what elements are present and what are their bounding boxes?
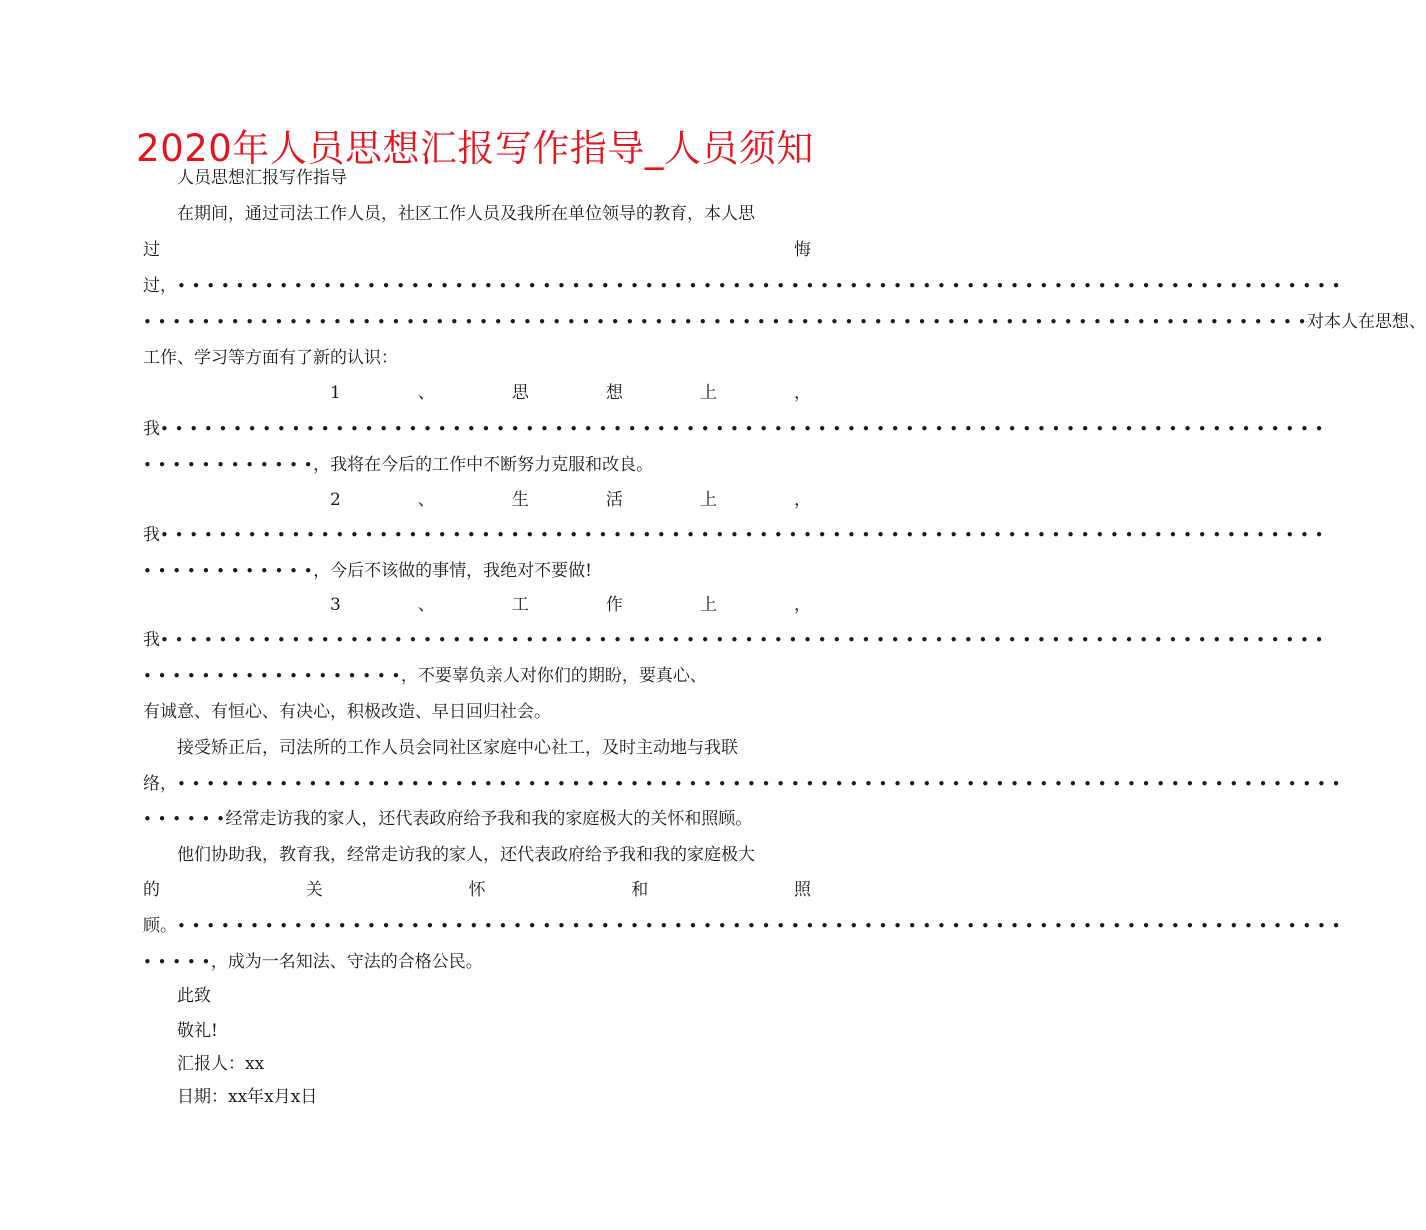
line-lead-text: 过， [143, 276, 177, 296]
closing-regards: 敬礼! [177, 1021, 218, 1041]
spread-char: 作 [605, 595, 623, 615]
line-tail-text: 经常走访我的家人，还代表政府给予我和我的家庭极大的关怀和照顾。 [225, 809, 753, 829]
closing-salutation: 此致 [177, 986, 211, 1006]
spread-char: 和 [631, 880, 649, 900]
line-lead-text: 我 [143, 630, 160, 650]
p1-line-1: 在期间，通过司法工作人员，社区工作人员及我所在单位领导的教育，本人思 [177, 204, 755, 224]
spread-char: ， [793, 383, 811, 403]
item-3-line-4: 有诚意、有恒心、有决心，积极改造、早日回归社会。 [143, 702, 551, 722]
line-tail-text: ，不要辜负亲人对你们的期盼，要真心、 [400, 666, 707, 686]
line-lead-text: 顾。 [143, 916, 177, 936]
p2-line-3 [143, 806, 833, 832]
p1-line-4 [143, 309, 1426, 335]
p3-line-4 [143, 949, 811, 975]
p1-line-5: 工作、学习等方面有了新的认识： [143, 348, 398, 368]
ellipsis-dots: • • • • • • • • • • • • • • • • • • • • • • • • • • • • • • • • • • • • • • • • • • • • • • • • • • • • • • • • • • • • • • • • • • • • • • • • • • • • • • • • [177, 277, 1341, 295]
p3-line-3 [143, 913, 1341, 939]
item-2-line-2 [143, 522, 1324, 548]
spread-char: ， [793, 595, 811, 615]
p3-line-2 [143, 877, 811, 903]
item-1-line-2 [143, 416, 1324, 442]
ellipsis-dots: • • • • • • • • • • • • • • • • • • • • • • • • • • • • • • • • • • • • • • • • • • • • • • • • • • • • • • • • • • • • • • • • • • • • • • • • • • • • • • • • [160, 526, 1324, 544]
spread-char: 、 [417, 383, 435, 403]
document-title: 2020年人员思想汇报写作指导_人员须知 [136, 127, 814, 170]
spread-char: 、 [417, 595, 435, 615]
ellipsis-dots: • • • • • • • • • • • • • • • • • • • • • • • • • • • • • • • • • • • • • • • • • • • • • • • • • • • • • • • • • • • • • • • • • • • • • • • • • • • • • • • • [160, 420, 1324, 438]
spread-char: 2 [330, 490, 341, 510]
ellipsis-dots: • • • • • • • • • • • • • • • • • • [143, 667, 401, 685]
subtitle: 人员思想汇报写作指导 [177, 168, 347, 188]
reporter-line: 汇报人：xx [177, 1054, 265, 1074]
spread-char: 1 [330, 383, 341, 403]
spread-char: ， [793, 490, 811, 510]
item-3-heading [143, 592, 811, 618]
date-line: 日期：xx年x月x日 [177, 1087, 318, 1107]
spread-char: 过 [143, 240, 160, 260]
line-lead-text: 络， [143, 774, 177, 794]
spread-char: 思 [511, 383, 529, 403]
spread-char: 照 [794, 880, 811, 900]
spread-char: 、 [417, 490, 435, 510]
spread-char: 怀 [468, 880, 486, 900]
p1-line-3 [143, 273, 1341, 299]
item-2-heading [143, 487, 811, 513]
item-3-line-3 [143, 663, 811, 689]
line-lead-text: 我 [143, 419, 160, 439]
spread-char: 活 [605, 490, 623, 510]
line-tail-text: 对本人在思想、 [1307, 312, 1426, 332]
item-1-line-3 [143, 452, 811, 478]
spread-char: 上 [699, 383, 717, 403]
ellipsis-dots: • • • • • • • • • • • • [143, 456, 314, 474]
spread-char: 生 [511, 490, 529, 510]
spread-char: 想 [605, 383, 623, 403]
line-tail-text: ，我将在今后的工作中不断努力克服和改良。 [313, 455, 654, 475]
spread-char: 的 [143, 880, 160, 900]
spread-char: 上 [699, 490, 717, 510]
spread-char: 悔 [794, 240, 811, 260]
line-tail-text: ，今后不该做的事情，我绝对不要做! [313, 561, 592, 581]
item-3-line-2 [143, 627, 1324, 653]
spread-char: 上 [699, 595, 717, 615]
p2-line-1: 接受矫正后，司法所的工作人员会同社区家庭中心社工，及时主动地与我联 [177, 738, 738, 758]
line-lead-text: 我 [143, 525, 160, 545]
ellipsis-dots: • • • • • [143, 953, 211, 971]
spread-char: 关 [305, 880, 323, 900]
item-2-line-3 [143, 558, 811, 584]
p1-line-2 [143, 237, 811, 263]
line-tail-text: ，成为一名知法、守法的合格公民。 [210, 952, 483, 972]
p3-line-1: 他们协助我，教育我，经常走访我的家人，还代表政府给予我和我的家庭极大 [177, 845, 755, 865]
ellipsis-dots: • • • • • • • • • • • • • • • • • • • • • • • • • • • • • • • • • • • • • • • • • • • • • • • • • • • • • • • • • • • • • • • • • • • • • • • • • • • • • • • • [177, 917, 1341, 935]
p2-line-2 [143, 771, 1341, 797]
ellipsis-dots: • • • • • • • • • • • • • • • • • • • • • • • • • • • • • • • • • • • • • • • • • • • • • • • • • • • • • • • • • • • • • • • • • • • • • • • • • • • • • • • • [177, 775, 1341, 793]
item-1-heading [143, 380, 811, 406]
ellipsis-dots: • • • • • • • • • • • • • • • • • • • • • • • • • • • • • • • • • • • • • • • • • • • • • • • • • • • • • • • • • • • • • • • • • • • • • • • • • • • • • • • • [143, 313, 1307, 331]
spread-char: 3 [330, 595, 341, 615]
ellipsis-dots: • • • • • • • • • • • • [143, 562, 314, 580]
ellipsis-dots: • • • • • • • • • • • • • • • • • • • • • • • • • • • • • • • • • • • • • • • • • • • • • • • • • • • • • • • • • • • • • • • • • • • • • • • • • • • • • • • • [160, 631, 1324, 649]
ellipsis-dots: • • • • • • [143, 810, 226, 828]
spread-char: 工 [511, 595, 529, 615]
